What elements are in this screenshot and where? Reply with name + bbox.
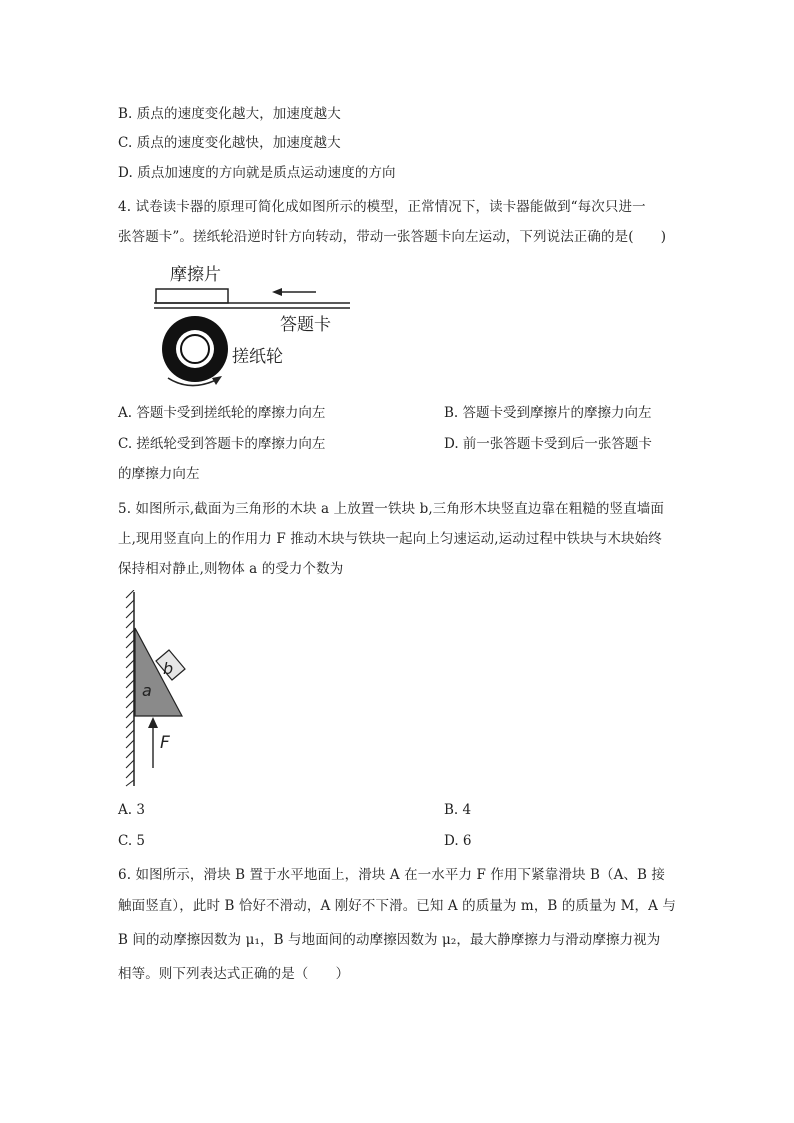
force-arrow-head [148,717,158,728]
q4-label-wheel: 搓纸轮 [232,347,283,367]
q6-stem-line4: 相等。则下列表达式正确的是（ ） [118,966,350,982]
q6-stem-line2: 触面竖直），此时 B 恰好不滑动，A 刚好不下滑。已知 A 的质量为 m，B 的质量为 M，A 与 [118,898,676,914]
rotation-arrow-head [212,376,222,385]
feed-wheel-hub [181,335,209,363]
label-f: F [160,733,170,753]
q4-option-d-line1: D. 前一张答题卡受到后一张答题卡 [444,436,652,452]
q4-option-a: A. 答题卡受到搓纸轮的摩擦力向左 [118,405,326,421]
q5-option-a: A. 3 [118,802,145,818]
q5-option-c: C. 5 [118,833,146,849]
q6-stem-line3: B 间的动摩擦因数为 μ₁，B 与地面间的动摩擦因数为 μ₂，最大静摩擦力与滑动摩擦力视为 [118,932,661,948]
q4-stem-line1: 4. 试卷读卡器的原理可简化成如图所示的模型，正常情况下，读卡器能做到“每次只进一 [118,199,646,215]
motion-arrow-head [272,288,282,296]
q4-label-card: 答题卡 [280,315,331,335]
q5-option-b: B. 4 [444,802,472,818]
friction-pad [156,289,228,303]
q3-option-c: C. 质点的速度变化越快，加速度越大 [118,135,341,151]
label-b: b [163,659,174,678]
q5-stem-line3: 保持相对静止,则物体 a 的受力个数为 [118,561,344,577]
q4-card-reader-figure [150,258,390,398]
q4-option-c: C. 搓纸轮受到答题卡的摩擦力向左 [118,436,326,452]
q5-option-d: D. 6 [444,833,472,849]
q3-option-d: D. 质点加速度的方向就是质点运动速度的方向 [118,165,396,181]
q3-option-b: B. 质点的速度变化越大，加速度越大 [118,106,341,122]
q5-stem-line1: 5. 如图所示,截面为三角形的木块 a 上放置一铁块 b,三角形木块竖直边靠在粗糙的竖直墙面 [118,501,664,517]
q6-stem-line1: 6. 如图所示，滑块 B 置于水平地面上，滑块 A 在一水平力 F 作用下紧靠滑块 B（A、B 接 [118,867,666,883]
q4-option-b: B. 答题卡受到摩擦片的摩擦力向左 [444,405,652,421]
q5-wedge-figure [118,590,218,790]
q5-stem-line2: 上,现用竖直向上的作用力 F 推动木块与铁块一起向上匀速运动,运动过程中铁块与木块始终 [118,531,662,547]
q4-stem-line2: 张答题卡”。搓纸轮沿逆时针方向转动，带动一张答题卡向左运动，下列说法正确的是( ) [118,229,667,245]
q4-label-pad: 摩擦片 [170,265,221,285]
q4-option-d-line2: 的摩擦力向左 [118,466,200,482]
label-a: a [142,681,152,700]
wall-hatching [126,590,134,786]
